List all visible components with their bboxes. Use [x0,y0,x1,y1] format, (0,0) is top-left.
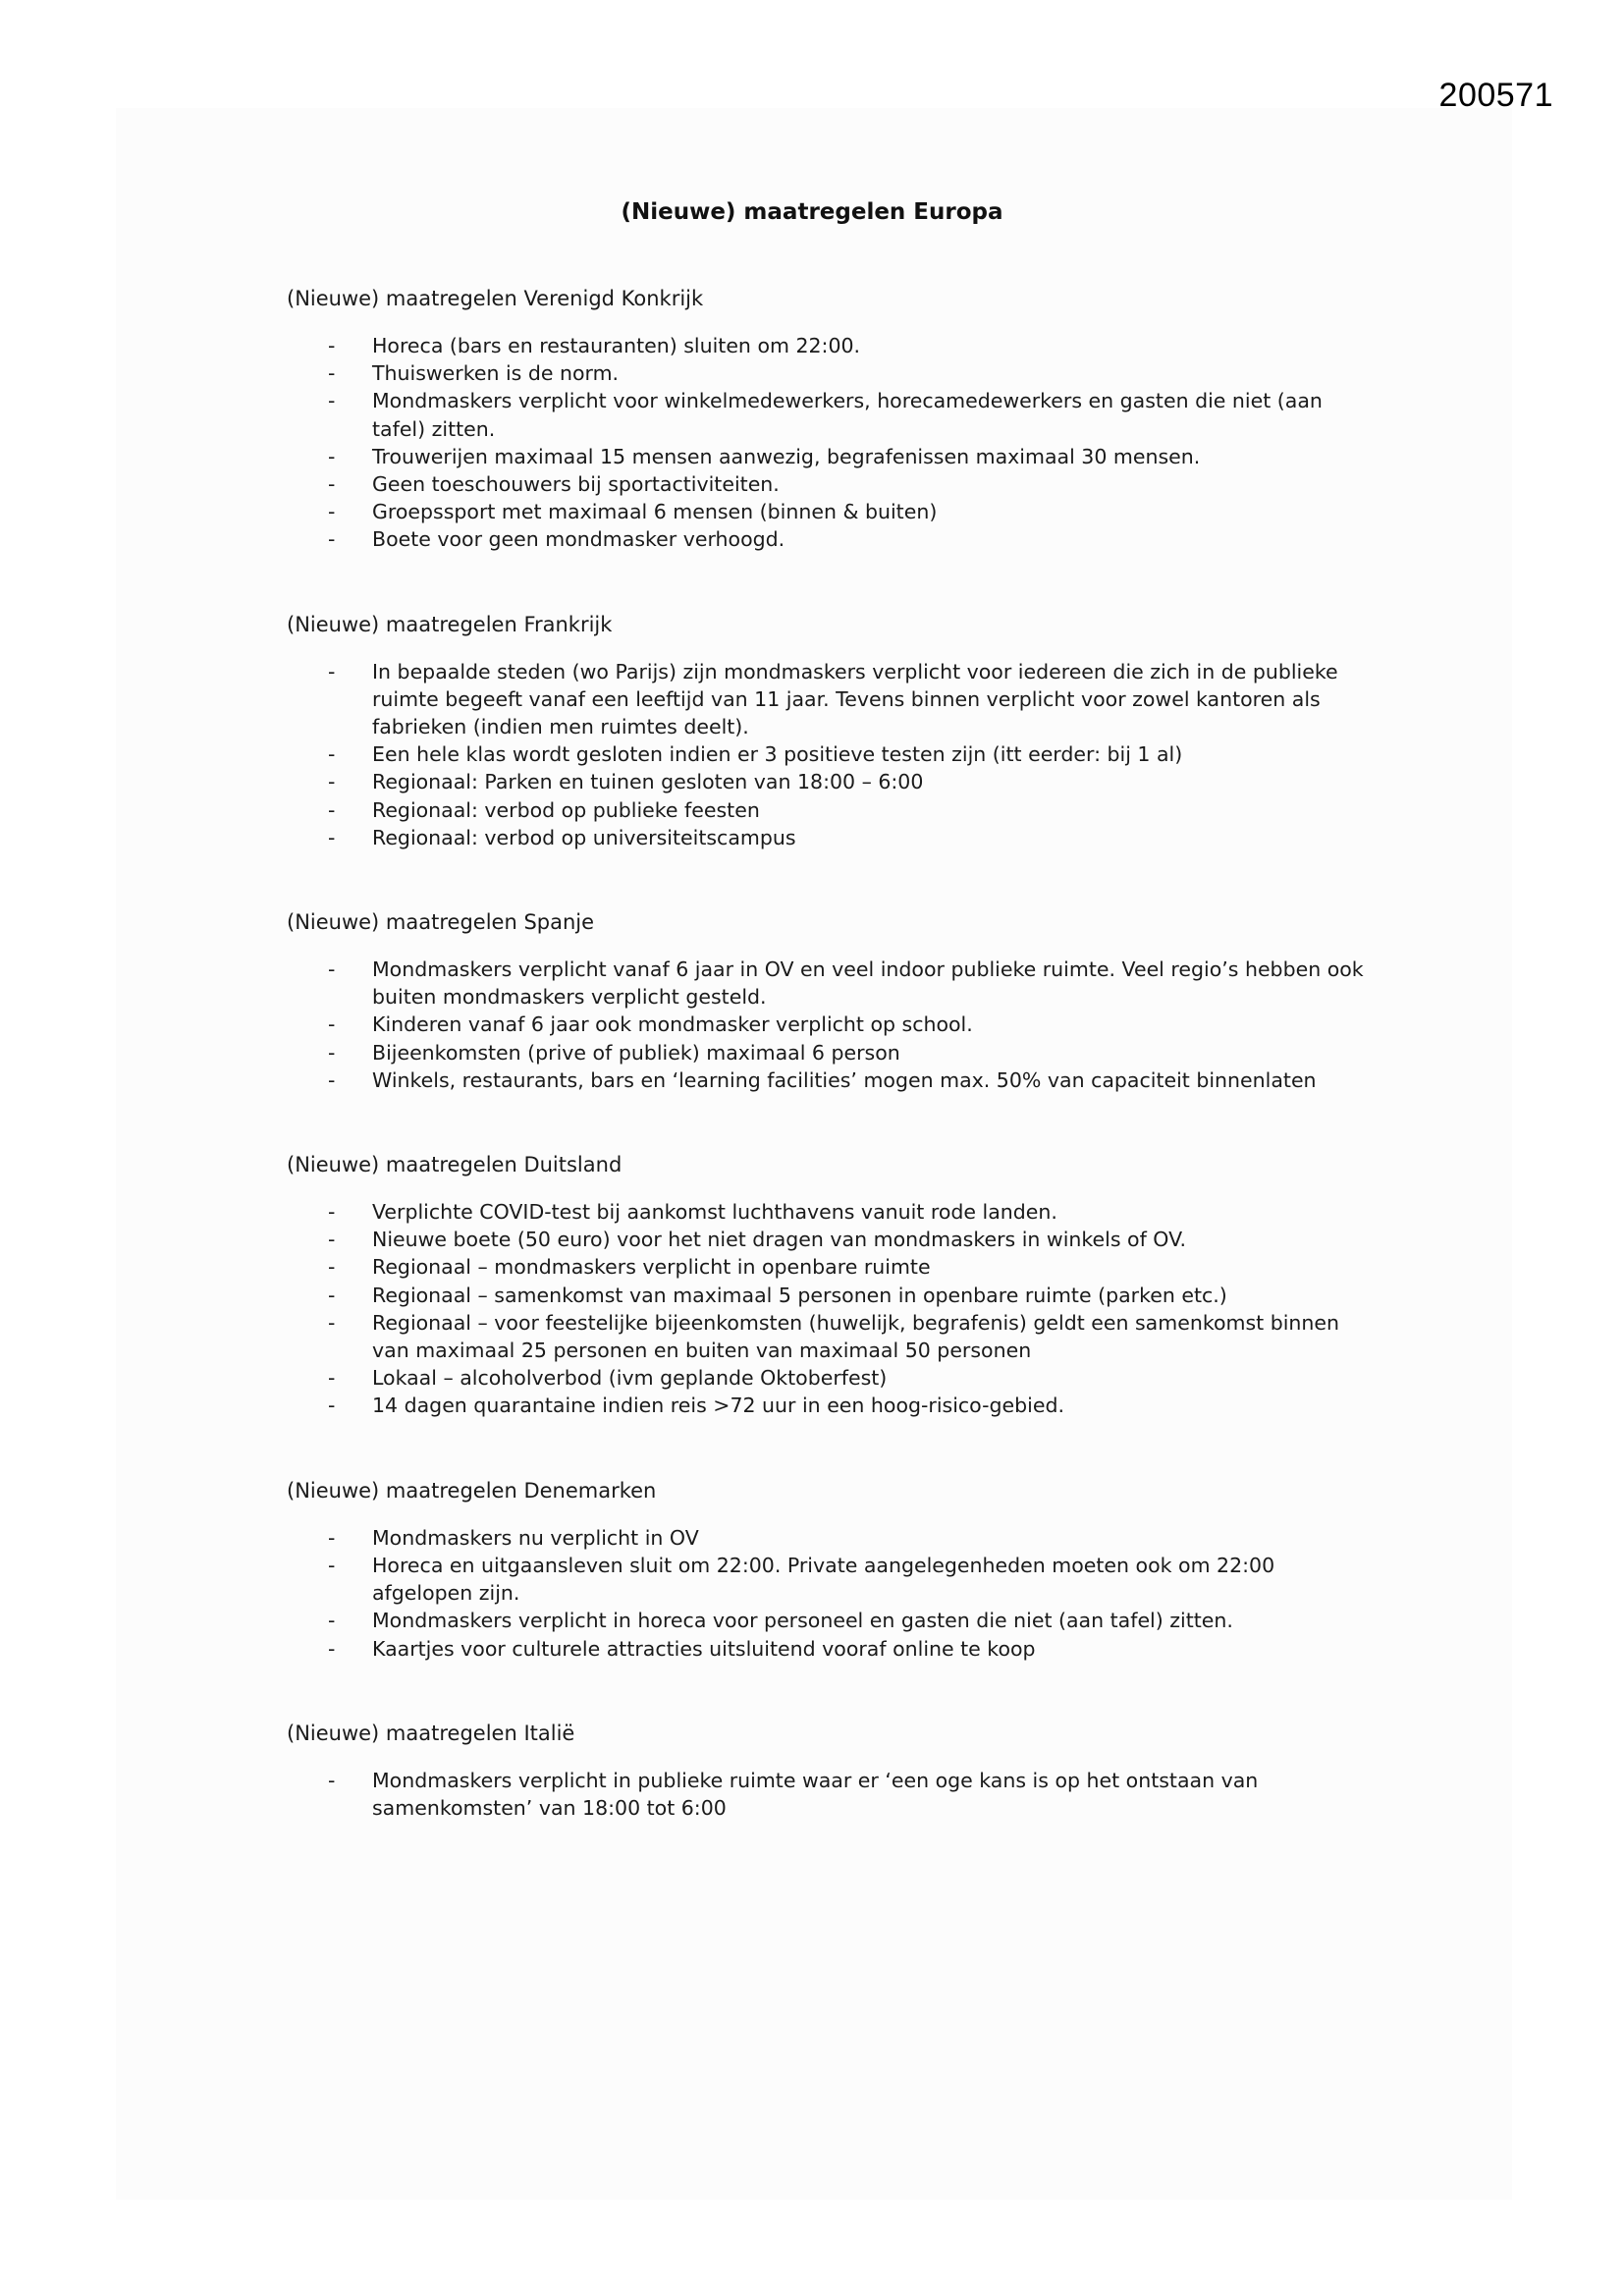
list-item [287,1039,1367,1066]
list-item-text: Bijeenkomsten (prive of publiek) maximaal 6 person [372,1040,900,1065]
measures-list [287,658,1367,851]
list-item [287,1282,1367,1309]
list-item-text: Regionaal: Parken en tuinen gesloten van 18:00 – 6:00 [372,770,924,794]
measures-list [287,332,1367,554]
list-item [287,359,1367,387]
bullet-dash: - [328,1553,336,1577]
list-item-text: Regionaal – mondmaskers verplicht in openbare ruimte [372,1255,931,1280]
bullet-dash: - [328,389,336,413]
bullet-dash: - [328,825,336,849]
bullet-dash: - [328,742,336,767]
bullet-dash: - [328,659,336,683]
list-item-text: Horeca (bars en restauranten) sluiten om 22:00. [372,334,861,357]
section-heading: (Nieuwe) maatregelen Spanje [287,910,595,935]
bullet-dash: - [328,1228,336,1252]
bullet-dash: - [328,527,336,552]
list-item [287,387,1367,442]
list-item [287,956,1367,1011]
list-item-text: Regionaal: verbod op publieke feesten [372,797,760,822]
list-item [287,498,1367,525]
list-item [287,1364,1367,1392]
section-denemarken [287,1477,1367,1663]
list-item [287,1198,1367,1226]
list-item-text: Mondmaskers verplicht in horeca voor personeel en gasten die niet (aan tafel) zitten. [372,1609,1233,1633]
bullet-dash: - [328,1067,336,1092]
bullet-dash: - [328,797,336,822]
list-item-text: Horeca en uitgaansleven sluit om 22:00. Private aangelegenheden moeten ook om 22:00 afgelopen zijn. [372,1553,1275,1606]
list-item [287,470,1367,498]
list-item [287,1309,1367,1364]
section-spanje [287,908,1367,1094]
list-item [287,1552,1367,1607]
section-heading: (Nieuwe) maatregelen Frankrijk [287,612,613,636]
list-item-text: Mondmaskers verplicht vanaf 6 jaar in OV en veel indoor publieke ruimte. Veel regio’s hebben ook buiten mondmaskers verplicht gesteld. [372,957,1364,1010]
list-item-text: In bepaalde steden (wo Parijs) zijn mondmaskers verplicht voor iedereen die zich in de publieke ruimte begeeft vanaf een leeftijd van 11 jaar. Tevens binnen verplicht voor zowel kantoren als fabrieken (indien men ruimtes deelt). [372,659,1338,739]
bullet-dash: - [328,957,336,982]
bullet-dash: - [328,1310,336,1335]
list-item-text: Thuiswerken is de norm. [372,361,620,386]
list-item [287,1226,1367,1253]
bullet-dash: - [328,1525,336,1550]
list-item-text: Nieuwe boete (50 euro) voor het niet dragen van mondmaskers in winkels of OV. [372,1228,1186,1252]
bullet-dash: - [328,444,336,468]
list-item-text: Kinderen vanaf 6 jaar ook mondmasker verplicht op school. [372,1012,973,1037]
bullet-dash: - [328,1636,336,1661]
list-item [287,1607,1367,1634]
list-item [287,1066,1367,1094]
measures-list [287,1198,1367,1420]
list-item-text: Boete voor geen mondmasker verhoogd. [372,527,785,552]
list-item-text: Verplichte COVID-test bij aankomst luchthavens vanuit rode landen. [372,1200,1057,1225]
list-item [287,824,1367,851]
bullet-dash: - [328,1768,336,1792]
bullet-dash: - [328,1283,336,1307]
list-item [287,1524,1367,1552]
list-item-text: Regionaal: verbod op universiteitscampus [372,825,796,849]
list-item-text: Groepssport met maximaal 6 mensen (binnen & buiten) [372,500,938,524]
bullet-dash: - [328,770,336,794]
list-item [287,525,1367,553]
list-item [287,1392,1367,1419]
bullet-dash: - [328,1609,336,1633]
list-item [287,768,1367,795]
bullet-dash: - [328,1040,336,1065]
list-item [287,740,1367,768]
list-item-text: Mondmaskers verplicht in publieke ruimte waar er ‘een oge kans is op het ontstaan van samenkomsten’ van 18:00 tot 6:00 [372,1768,1259,1820]
list-item-text: Regionaal – voor feestelijke bijeenkomsten (huwelijk, begrafenis) geldt een samenkomst binnen van maximaal 25 personen en buiten van maximaal 50 personen [372,1310,1340,1363]
list-item-text: Geen toeschouwers bij sportactiviteiten. [372,472,780,497]
list-item-text: Mondmaskers verplicht voor winkelmedewerkers, horecamedewerkers en gasten die niet (aan tafel) zitten. [372,389,1323,441]
bullet-dash: - [328,472,336,497]
list-item [287,1767,1367,1822]
bullet-dash: - [328,361,336,386]
list-item [287,443,1367,470]
section-heading: (Nieuwe) maatregelen Duitsland [287,1153,623,1177]
section-frankrijk [287,611,1367,851]
list-item-text: Een hele klas wordt gesloten indien er 3 positieve testen zijn (itt eerder: bij 1 al) [372,742,1183,767]
bullet-dash: - [328,1200,336,1225]
measures-list [287,1524,1367,1663]
bullet-dash: - [328,1394,336,1418]
list-item [287,1011,1367,1038]
section-heading: (Nieuwe) maatregelen Verenigd Konkrijk [287,287,704,310]
list-item-text: 14 dagen quarantaine indien reis >72 uur in een hoog-risico-gebied. [372,1394,1064,1418]
list-item-text: Lokaal – alcoholverbod (ivm geplande Oktoberfest) [372,1366,888,1391]
section-duitsland [287,1151,1367,1420]
bullet-dash: - [328,1012,336,1037]
list-item [287,796,1367,824]
bullet-dash: - [328,1366,336,1391]
list-item [287,658,1367,741]
section-italie [287,1720,1367,1822]
measures-list [287,1767,1367,1822]
list-item [287,332,1367,359]
measures-list [287,956,1367,1094]
list-item-text: Trouwerijen maximaal 15 mensen aanwezig, begrafenissen maximaal 30 mensen. [372,444,1201,468]
bullet-dash: - [328,500,336,524]
document-title: (Nieuwe) maatregelen Europa [621,199,1003,225]
bullet-dash: - [328,334,336,357]
list-item-text: Kaartjes voor culturele attracties uitsluitend vooraf online te koop [372,1636,1036,1661]
list-item [287,1635,1367,1663]
list-item-text: Regionaal – samenkomst van maximaal 5 personen in openbare ruimte (parken etc.) [372,1283,1227,1307]
bullet-dash: - [328,1255,336,1280]
list-item-text: Winkels, restaurants, bars en ‘learning facilities’ mogen max. 50% van capaciteit binnenlaten [372,1067,1317,1092]
list-item-text: Mondmaskers nu verplicht in OV [372,1525,699,1550]
document-number: 200571 [1438,77,1553,114]
section-heading: (Nieuwe) maatregelen Denemarken [287,1478,657,1503]
list-item [287,1253,1367,1281]
section-verenigd-koninkrijk [287,285,1367,554]
document-body [287,285,1367,1879]
section-heading: (Nieuwe) maatregelen Italië [287,1721,575,1745]
